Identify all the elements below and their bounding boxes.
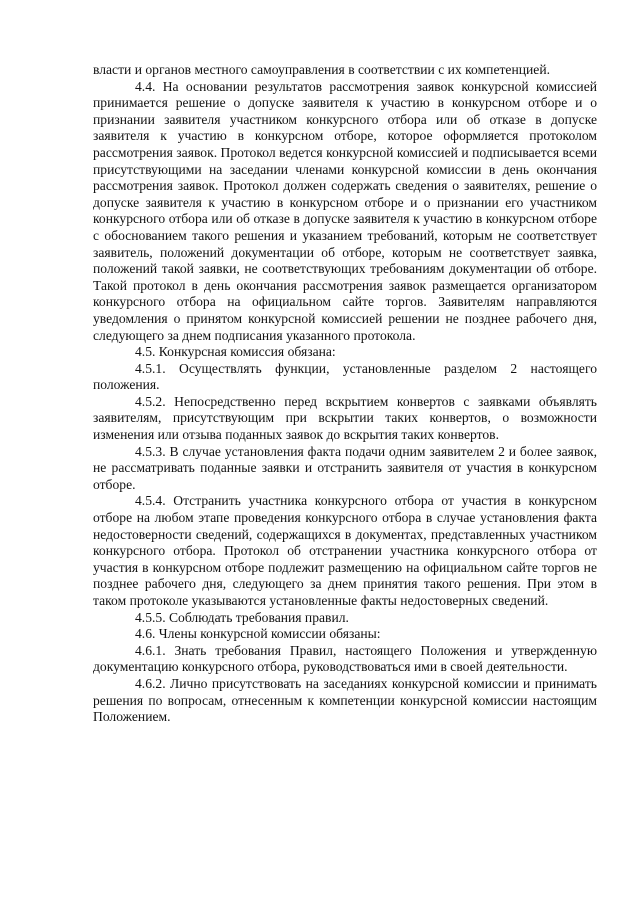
paragraph-4-5-4: 4.5.4. Отстранить участника конкурсного отбора от участия в конкурсном отборе на любом этапе проведения конкурсного отбора в случае установления факта недостоверности сведений, содержащихся в документах, представленных участником конкурсного отбора. Протокол об отстранении участника конкурсного отбора от участия в конкурсном отборе подлежит размещению на официальном сайте торгов не позднее рабочего дня, следующего за днем принятия такого решения. При этом в таком протоколе указываются установленные факты недостоверных сведений. <box>93 493 597 608</box>
paragraph-4-5-5: 4.5.5. Соблюдать требования правил. <box>135 609 349 625</box>
paragraph-4-6: 4.6. Члены конкурсной комиссии обязаны: <box>135 626 381 642</box>
paragraph-4-5-2: 4.5.2. Непосредственно перед вскрытием конвертов с заявками объявлять заявителям, присутствующим при вскрытии таких конвертов, о возможности изменения или отзыва поданных заявок до вскрытия таких конвертов. <box>93 393 597 443</box>
paragraph-4-6-1: 4.6.1. Знать требования Правил, настоящего Положения и утвержденную документацию конкурсного отбора, руководствоваться ими в своей деятельности. <box>93 642 597 675</box>
paragraph-competence: власти и органов местного самоуправления в соответствии с их компетенцией. <box>93 62 550 77</box>
paragraph-4-4: 4.4. На основании результатов рассмотрения заявок конкурсной комиссией принимается решение о допуске заявителя к участию в конкурсном отборе и о признании заявителя участником конкурсного отбора или об отказе в допуске заявителя к участию в конкурсном отборе, которое оформляется протоколом рассмотрения заявок. Протокол ведется конкурсной комиссией и подписывается всеми присутствующими на заседании членами конкурсной комиссии в день окончания рассмотрения заявок. Протокол должен содержать сведения о заявителях, решение о допуске заявителя к участию в конкурсном отборе и о признании его участником конкурсного отбора или об отказе в допуске заявителя к участию в конкурсном отборе с обоснованием такого решения и указанием требований, которым не соответствует заявитель, положений документации об отборе, которым не соответствует заявка, положений такой заявки, не соответствующих требованиям документации об отборе. Такой протокол в день окончания рассмотрения заявок размещается организатором конкурсного отбора на официальном сайте торгов. Заявителям направляются уведомления о принятом конкурсной комиссией решении не позднее рабочего дня, следующего за днем подписания указанного протокола. <box>93 78 597 343</box>
paragraph-4-5: 4.5. Конкурсная комиссия обязана: <box>135 344 336 360</box>
document-page <box>93 62 597 726</box>
paragraph-4-5-3: 4.5.3. В случае установления факта подачи одним заявителем 2 и более заявок, не рассматривать поданные заявки и отстранить заявителя от участия в конкурсном отборе. <box>93 443 597 492</box>
paragraph-4-6-2: 4.6.2. Лично присутствовать на заседаниях конкурсной комиссии и принимать решения по вопросам, отнесенным к компетенции конкурсной комиссии настоящим Положением. <box>93 675 597 725</box>
paragraph-4-5-1: 4.5.1. Осуществлять функции, установленные разделом 2 настоящего положения. <box>93 360 597 393</box>
